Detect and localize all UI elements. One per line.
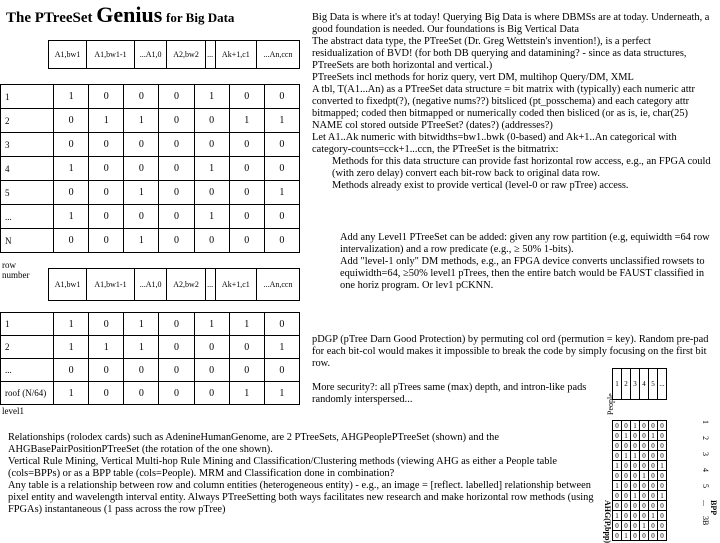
page-title: The PTreeSet Genius for Big Data [6,2,235,27]
bit-cell: 1 [264,382,299,405]
col-header: ... [205,41,215,69]
people-col-label: 2 [622,369,631,400]
paragraph: Let A1..Ak numeric with bitwidths=bw1..bwk (0-based) and Ak+1..An categorical with category-counts=cck+1...ccn, the PTreeSet is the bitmatrix: [312,132,677,155]
bit-cell: 0 [229,229,264,253]
bottom-header-table [0,268,300,301]
ahg-bit-cell: 1 [649,511,658,521]
bit-cell: 0 [194,336,229,359]
ahg-bit-cell: 0 [622,501,631,511]
ahg-bit-cell: 0 [631,481,640,491]
col-header: A1,bw1 [49,41,87,69]
ahg-bit-cell: 0 [613,451,622,461]
bpp-col-label: 4 [701,468,710,472]
col-header: ...An,ccn [257,41,300,69]
ahg-bit-cell: 0 [622,491,631,501]
ahg-bit-cell: 0 [640,441,649,451]
ahg-bit-cell: 0 [640,511,649,521]
bpp-label: BPP [709,500,718,516]
ahg-bit-cell: 0 [640,431,649,441]
bit-cell: 0 [54,229,89,253]
bit-cell: 1 [194,313,229,336]
col-header: A1,bw1 [49,269,87,301]
bit-cell: 1 [264,109,299,133]
ahg-bit-cell: 1 [631,491,640,501]
bit-cell: 0 [159,313,194,336]
ahg-bit-cell: 0 [640,491,649,501]
ahg-bit-cell: 0 [613,441,622,451]
bit-cell: 0 [54,133,89,157]
bit-cell: 1 [89,109,124,133]
paragraph: Methods for this data structure can provide fast horizontal row access, e.g., an FPGA could (with zero delay) convert each bit-row back to original data row. [332,156,711,179]
bit-cell: 0 [229,359,264,382]
people-col-label: 1 [613,369,622,400]
ahg-bit-table [612,420,667,541]
ahg-bit-cell: 0 [640,421,649,431]
ahg-bit-cell: 0 [649,471,658,481]
ahg-bit-cell: 1 [613,511,622,521]
bit-cell: 0 [54,181,89,205]
bit-cell: 0 [89,313,124,336]
ahg-bit-cell: 0 [640,501,649,511]
bit-cell: 0 [124,205,159,229]
bit-cell: 0 [54,359,89,382]
bit-cell: 1 [89,336,124,359]
ahg-bit-cell: 0 [631,461,640,471]
bit-cell: 0 [159,109,194,133]
bit-cell: 0 [194,133,229,157]
ahg-bit-cell: 0 [622,511,631,521]
bit-cell: 1 [229,109,264,133]
people-col-label: ... [658,369,667,400]
ahg-bit-cell: 1 [613,461,622,471]
bit-cell: 0 [159,157,194,181]
bit-cell: 0 [124,157,159,181]
bit-cell: 1 [194,157,229,181]
people-header-table [612,368,667,400]
bit-cell: 0 [89,181,124,205]
ahg-bit-cell: 1 [631,451,640,461]
ahg-bit-cell: 0 [622,481,631,491]
bit-cell: 0 [264,229,299,253]
ahg-bit-cell: 0 [622,461,631,471]
bit-cell: 0 [264,205,299,229]
paragraph: Relationships (rolodex cards) such as AdenineHumanGenome, are 2 PTreeSets, AHGPeoplePTreeSet (shown) and the AHGBasePairPositionPTreeSet (the rotation of the one shown). [8,432,499,455]
ahg-bit-cell: 0 [640,451,649,461]
bit-cell: 0 [194,109,229,133]
bit-cell: 1 [124,336,159,359]
bpp-col-label: ... [701,500,710,506]
table-row [1,382,300,405]
bit-cell: 1 [54,85,89,109]
bit-cell: 0 [124,382,159,405]
bit-cell: 0 [229,181,264,205]
ahg-bit-cell: 1 [640,471,649,481]
bit-cell: 1 [124,109,159,133]
col-header: A1,bw1-1 [87,269,135,301]
paragraph: The abstract data type, the PTreeSet (Dr. Greg Wettstein's invention!), is a perfect residualization of BVD! (for both DB querying and datamining? - since as data structures, PTreeSets are both horizontal and vertical.) [312,36,687,71]
row-label: 2 [1,109,54,133]
paragraph: Big Data is where it's at today! Querying Big Data is where DBMSs are at today. Underneath, a good foundation is needed. Our foundations is Big Vertical Data [312,12,710,35]
bit-cell: 0 [89,133,124,157]
col-header: ...A1,0 [134,269,167,301]
ahg-bit-cell: 0 [622,421,631,431]
bit-cell: 1 [194,205,229,229]
bit-cell: 1 [124,229,159,253]
table-row [1,229,300,253]
col-header: A2,bw2 [167,41,205,69]
right-text-column [312,12,712,192]
bpp-col-label: 3 [701,452,710,456]
bpp-col-label: 2 [701,436,710,440]
bit-cell: 0 [159,382,194,405]
ahg-bit-cell: 0 [658,421,667,431]
ahg-bit-cell: 1 [649,431,658,441]
bit-cell: 1 [229,313,264,336]
bit-cell: 0 [159,85,194,109]
bit-cell: 0 [194,229,229,253]
bpp-col-label: 1 [701,420,710,424]
row-label: ... [1,205,54,229]
bit-cell: 0 [159,336,194,359]
ahg-bit-cell: 1 [613,481,622,491]
bit-cell: 0 [229,157,264,181]
bit-cell: 0 [264,157,299,181]
col-header: ... [205,269,215,301]
ahg-bit-cell: 0 [658,481,667,491]
row-number-label: row number [2,260,30,280]
bit-cell: 1 [54,382,89,405]
people-col-label: 3 [631,369,640,400]
row-label: 3 [1,133,54,157]
bpp-col-label: 5 [701,484,710,488]
ahg-bit-cell: 0 [640,461,649,471]
paragraph: pDGP (pTree Darn Good Protection) by permuting col ord (permution = key). Random pre-pad for each bit-col would makes it impossible to break the code by simply focusing on the first bit row. [312,334,709,369]
bit-cell: 0 [54,109,89,133]
bit-cell: 0 [89,382,124,405]
table-row [1,157,300,181]
bit-cell: 1 [54,157,89,181]
table-row [1,205,300,229]
ahg-bit-cell: 1 [631,421,640,431]
bit-cell: 0 [264,359,299,382]
bit-cell: 0 [124,85,159,109]
bit-cell: 0 [194,181,229,205]
bit-cell: 0 [229,133,264,157]
bit-cell: 0 [264,313,299,336]
ahg-bit-cell: 1 [622,531,631,541]
table-row [1,85,300,109]
ahg-bit-cell: 0 [631,441,640,451]
table-row [1,313,300,336]
col-header: ...A1,0 [134,41,167,69]
col-header: A2,bw2 [167,269,205,301]
col-header: Ak+1,c1 [215,41,256,69]
ahg-bit-cell: 0 [658,471,667,481]
paragraph: PTreeSets incl methods for horiz query, vert DM, multihop Query/DM, XML [312,72,634,83]
level1-label: level1 [2,406,24,416]
bit-cell: 0 [159,181,194,205]
top_table [0,84,300,253]
ahg-bit-cell: 0 [613,431,622,441]
bit-cell: 1 [264,181,299,205]
ahg-bit-cell: 0 [658,441,667,451]
ahg-bit-cell: 0 [613,501,622,511]
row-label: roof (N/64) [1,382,54,405]
ahg-bit-cell: 0 [649,501,658,511]
bit-cell: 0 [89,229,124,253]
paragraph: A tbl, T(A1...An) as a PTreeSet data structure = bit matrix with (typically) each numeric attr converted to fixedpt(?), (negative nums??) bitsliced (pt_posschema) and each category attr bitmapped; coded then bitmapped or numerically coded then bisliced (or as is, ie, char(25) NAME col stored outside PTreeSet? (dates?) (addresses?) [312,84,696,131]
table-row [1,359,300,382]
paragraph: Add any Level1 PTreeSet can be added: given any row partition (e.g, equiwidth =64 row intervalization) and a row predicate (e.g., ≥ 50% 1-bits). [340,232,710,255]
ahg-bit-cell: 0 [649,531,658,541]
ahg-bit-cell: 0 [631,431,640,441]
ahg-bit-cell: 0 [658,531,667,541]
ahg-bit-cell: 0 [649,451,658,461]
table-row [1,336,300,359]
paragraph: Vertical Rule Mining, Vertical Multi-hop Rule Mining and Classification/Clustering methods (viewing AHG as either a People table (cols=BPPs) or as a BPP table (cols=People). MRM and Classification done in combination? [8,456,557,479]
bit-cell: 0 [124,359,159,382]
table-row [1,109,300,133]
ahg-bit-cell: 1 [622,431,631,441]
bit-cell: 1 [124,313,159,336]
ahg-bit-cell: 0 [649,481,658,491]
bpp-col-label: 3B [701,516,710,526]
bit-cell: 1 [194,85,229,109]
bit-cell: 0 [229,336,264,359]
level1-text [312,232,712,292]
bit-cell: 0 [194,382,229,405]
ahg-bit-cell: 0 [613,491,622,501]
people-col-label: 4 [640,369,649,400]
bit-cell: 1 [264,336,299,359]
bit-cell: 0 [229,205,264,229]
security-text: More security?: all pTrees same (max) depth, and intron-like pads randomly interspersed... [312,382,587,405]
ahg-bit-cell: 0 [649,491,658,501]
ahg-bit-cell: 0 [649,461,658,471]
ahg-bit-cell: 1 [622,451,631,461]
row-label: 1 [1,85,54,109]
row-label: N [1,229,54,253]
ahg-bit-cell: 0 [613,521,622,531]
row-label: 2 [1,336,54,359]
ahg-label: AHG(P,bpp) [603,500,612,543]
ahg-bit-cell: 0 [631,471,640,481]
bit-cell: 0 [159,359,194,382]
ahg-bit-cell: 0 [658,451,667,461]
bit-cell: 0 [159,205,194,229]
row-label: ... [1,359,54,382]
ahg-bit-cell: 0 [631,511,640,521]
ahg-bit-cell: 1 [658,461,667,471]
ahg-bit-cell: 0 [613,421,622,431]
ahg-bit-cell: 0 [649,521,658,531]
ahg-bit-cell: 0 [622,521,631,531]
ahg-bit-cell: 0 [658,431,667,441]
bit-cell: 1 [124,181,159,205]
pdgp-text [312,334,712,370]
table-row [1,181,300,205]
ahg-bit-cell: 0 [613,471,622,481]
bottom-text [8,432,608,516]
ahg-bit-cell: 0 [658,501,667,511]
paragraph: Methods already exist to provide vertical (level-0 or raw pTree) access. [332,180,629,191]
bit-cell: 0 [89,359,124,382]
ahg-bit-cell: 0 [613,531,622,541]
bit-cell: 0 [89,157,124,181]
bit-cell: 0 [194,359,229,382]
bit-cell: 0 [124,133,159,157]
ahg-bit-cell: 0 [649,441,658,451]
ahg-bit-cell: 0 [631,501,640,511]
col-header: Ak+1,c1 [215,269,256,301]
ahg-bit-cell: 0 [631,531,640,541]
ahg-bit-cell: 0 [658,511,667,521]
bit-cell: 1 [229,382,264,405]
bit-cell: 1 [54,336,89,359]
ahg-bit-cell: 0 [622,471,631,481]
ahg-bit-cell: 0 [640,481,649,491]
row-label: 1 [1,313,54,336]
table-row [1,133,300,157]
bit-cell: 0 [264,85,299,109]
people-label: People [606,393,615,415]
bit-cell: 0 [89,205,124,229]
bit-cell: 1 [54,205,89,229]
bit-cell: 0 [89,85,124,109]
ahg-bit-cell: 0 [622,441,631,451]
bottom_table [0,312,300,405]
bit-cell: 0 [264,133,299,157]
bit-cell: 0 [159,133,194,157]
row-label: 4 [1,157,54,181]
top-bitmatrix-table [0,40,300,69]
col-header: A1,bw1-1 [87,41,135,69]
bit-cell: 0 [229,85,264,109]
paragraph: Add "level-1 only" DM methods, e.g., an FPGA device converts unclassified rowsets to equiwidth=64, ≥50% level1 pTrees, then the entire batch would be FAUST classified in one horiz program. Or lev1 pCKNN. [340,256,705,291]
ahg-bit-cell: 0 [658,521,667,531]
people-col-label: 5 [649,369,658,400]
ahg-bit-cell: 0 [649,421,658,431]
bit-cell: 1 [54,313,89,336]
ahg-bit-cell: 1 [640,521,649,531]
paragraph: Any table is a relationship between row and column entities (heterogeneous entity) - e.g., an image = [reflect. labelled] relationship between pixel entity and wavelength interval entity. Always PTreeSetting both ways facilitates new research and make horizontal row methods (using FPGAs) instantaneous (1 pass across the row pTree) [8,480,594,515]
ahg-bit-cell: 0 [640,531,649,541]
row-label: 5 [1,181,54,205]
ahg-bit-cell: 1 [658,491,667,501]
bit-cell: 0 [159,229,194,253]
ahg-bit-cell: 0 [631,521,640,531]
col-header: ...An,ccn [257,269,300,301]
